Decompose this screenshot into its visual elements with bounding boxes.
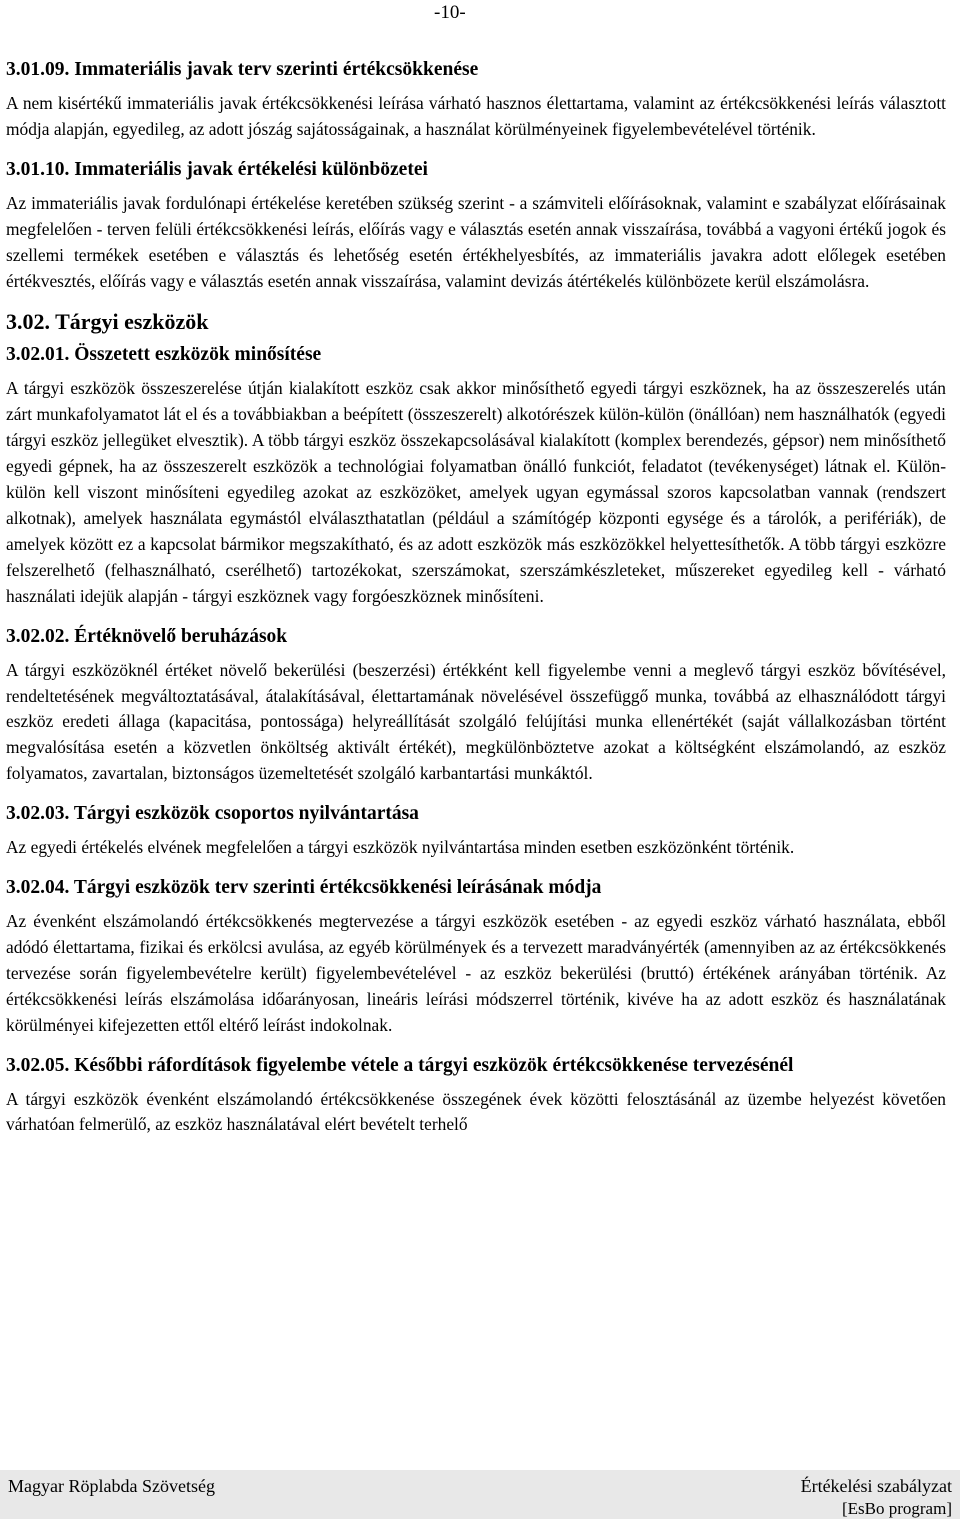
section-text-3-01-10: Az immateriális javak fordulónapi értékelése keretében szükség szerint - a számviteli előírásoknak, valamint e szabályzat előírásainak megfelelően - terven felüli értékcsökkenési leírás, előírás vagy e választás esetén annak visszaírása, továbbá a vagyoni értékű jogok és szellemi termékek esetében e választás és lehetőség esetén értékhelyesbítés, az immateriális javakra adott előlegek esetében értékvesztés, előírás vagy e választás esetén annak visszaírása, valamint devizás átértékelés különbözete kerül elszámolásra. [6,192,946,291]
document-body [6,57,946,1138]
section-heading-3-01-10: 3.01.10. Immateriális javak értékelési különbözetei [6,158,428,180]
page-number: -10- [434,2,466,23]
section-text-3-02-01: A tárgyi eszközök összeszerelése útján kialakított eszköz csak akkor minősíthető egyedi tárgyi eszköznek, ha az összeszerelés után zárt munkafolyamatot lát el és a továbbiakban a beépített (összeszerelt) alkotórészek külön-külön (önállóan) nem használhatók (egyedi tárgyi eszköz jellegüket elvesztik). A több tárgyi eszköz összekapcsolásával kialakított (komplex berendezés, gépsor) nem minősíthető egyedi gépnek, ha az összeszerelt eszközök a technológiai folyamatban önálló funkciót, feladatot (tevékenységet) látnak el. Külön-külön kell viszont minősíteni egyedileg azokat az eszközöket, amelyek ugyan egymással szoros kapcsolatban vannak (rendszert alkotnak), amelyek használata egymástól elválaszthatatlan (például a számítógép központi egysége és a tárolók, a perifériák), de amelyek között ez a kapcsolat bármikor megszakítható, és az adott eszközök más eszközökkel helyettesíthetők. A több tárgyi eszközre felszerelhető (felhasználható, cserélhető) tartozékokat, szerszámokat, szerszámkészleteket, műszereket egyedileg kell - várható használati idejük alapján - tárgyi eszköznek vagy forgóeszköznek minősíteni. [6,378,946,606]
page-footer [0,1470,960,1519]
footer-program-label: [EsBo program] [841,1499,952,1518]
footer-organization: Magyar Röplabda Szövetség [8,1476,215,1496]
section-text-3-02-04: Az évenként elszámolandó értékcsökkenés megtervezése a tárgyi eszközök esetében - az egyedi eszköz várható használata, ebből adódó élettartama, fizikai és erkölcsi avulása, az egyéb körülmények és a tervezett maradványérték (amennyiben az az értékcsökkenés tervezése során figyelembevételre került) figyelembevételével - az eszköz bekerülési (bruttó) értékének arányában történik. Az értékcsökkenési leírás elszámolása időarányosan, lineáris leírási módszerrel történik, kivéve ha az adott eszköz és használatának körülményei kifejezetten ettől eltérő leírást indokolnak. [6,911,946,1035]
section-heading-3-02-03: 3.02.03. Tárgyi eszközök csoportos nyilvántartása [6,803,419,825]
section-heading-3-02-04: 3.02.04. Tárgyi eszközök terv szerinti értékcsökkenési leírásának módja [6,877,602,899]
footer-document-title: Értékelési szabályzat [800,1476,952,1496]
chapter-heading-3-02: 3.02. Tárgyi eszközök [6,309,209,335]
section-text-3-02-03: Az egyedi értékelés elvének megfelelően a tárgyi eszközök nyilvántartása minden esetben eszközönként történik. [6,837,795,858]
section-heading-3-01-09: 3.01.09. Immateriális javak terv szerinti értékcsökkenése [6,59,479,80]
section-text-3-01-09: A nem kisértékű immateriális javak értékcsökkenési leírása várható hasznos élettartama, valamint az értékcsökkenési leírás választott módja alapján, egyedileg, az adott jószág sajátosságainak, a használat körülményeinek figyelembevételével történik. [6,93,946,139]
section-heading-3-02-01: 3.02.01. Összetett eszközök minősítése [6,344,322,366]
section-text-3-02-02: A tárgyi eszközöknél értéket növelő bekerülési (beszerzési) értékként kell figyelembe venni a meglevő tárgyi eszköz bővítésével, rendeltetésének megváltoztatásával, átalakításával, élettartamának növelésével összefüggő munka, továbbá az elhasználódott tárgyi eszköz eredeti állaga (kapacitása, pontossága) helyreállítását szolgáló felújítási munka ellenértékét (saját vállalkozásban történt megvalósítása esetén a közvetlen önköltség aktivált értékét), megkülönböztetve azokat a költségként elszámolandó, az eszköz folyamatos, zavartalan, biztonságos üzemeltetését szolgáló karbantartási munkáktól. [6,659,946,784]
section-heading-3-02-02: 3.02.02. Értéknövelő beruházások [6,625,288,647]
section-text-3-02-05: A tárgyi eszközök évenként elszámolandó értékcsökkenése összegének évek közötti felosztásánál az üzembe helyezést követően várhatóan felmerülő, az eszköz használatával elért bevételt terhelő [6,1088,946,1135]
section-heading-3-02-05: 3.02.05. Későbbi ráfordítások figyelembe vétele a tárgyi eszközök értékcsökkenése tervezésénél [6,1054,794,1076]
